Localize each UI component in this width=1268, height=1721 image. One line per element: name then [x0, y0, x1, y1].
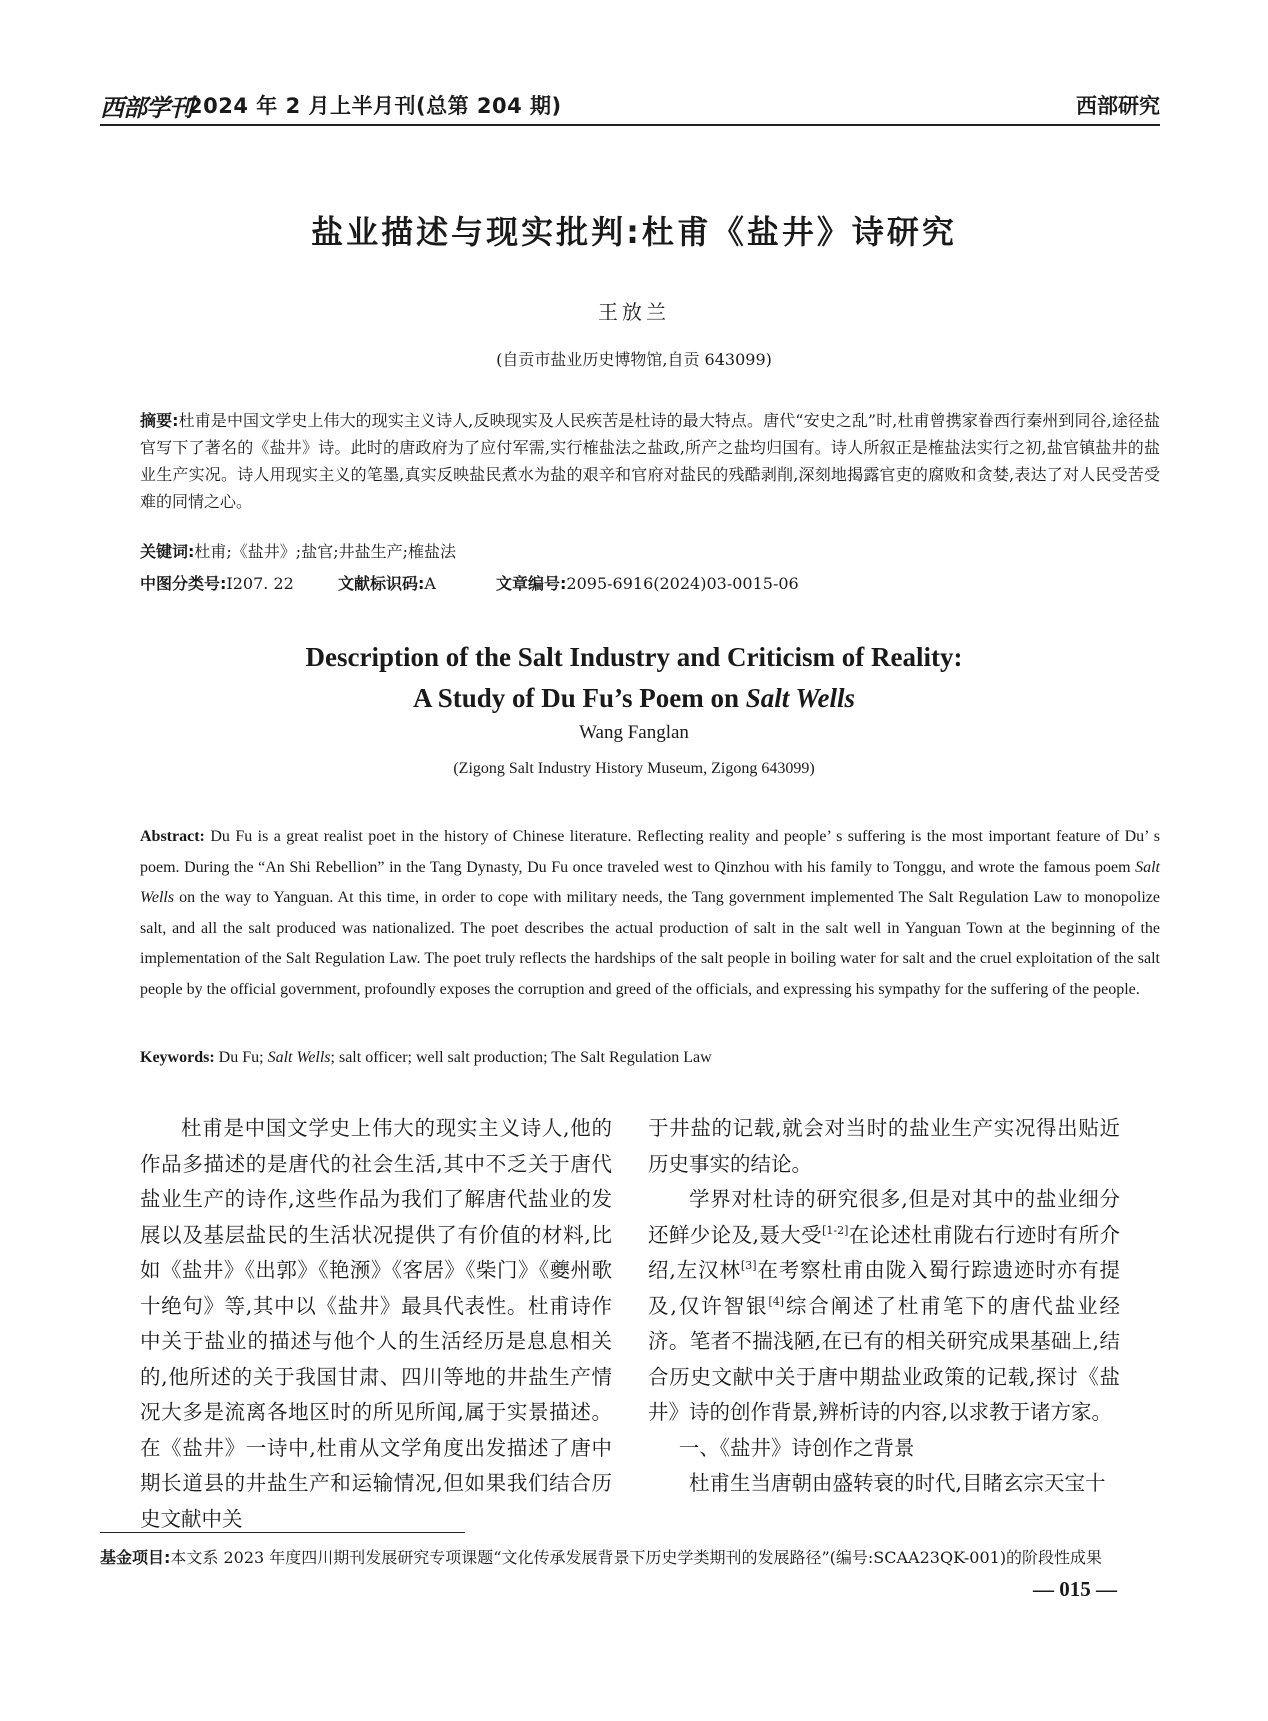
abstract-english: Abstract: Du Fu is a great realist poet in the history of Chinese literature. Reflecting reality and people’ s suffering is the most important feature of Du’ s poem. During the “An Shi Rebellion” in the Tang Dynasty, Du Fu once traveled west to Qinzhou with his family to Tonggu, and wrote the famous poem Salt Wells on the way to Yanguan. At this time, in order to cope with military needs, the Tang government implemented The Salt Regulation Law to monopolize salt, and all the salt produced was nationalized. The poet describes the actual production of salt in the salt well in Yanguan Town at the beginning of the implementation of the Salt Regulation Law. The poet truly reflects the hardships of the salt people in boiling water for salt and the cruel exploitation of the salt people by the official government, profoundly exposes the corruption and greed of the officials, and expressing his sympathy for the suffering of the people.: [140, 828, 1160, 998]
article-number: 文章编号:2095-6916(2024)03-0015-06: [496, 574, 799, 593]
keywords-en-label: Keywords:: [140, 1049, 215, 1066]
title-english: [0, 637, 1268, 719]
running-header: [100, 86, 1160, 126]
footnote-text: 本文系 2023 年度四川期刊发展研究专项课题“文化传承发展背景下历史学类期刊的发展路径”(编号:SCAA23QK-001)的阶段性成果: [170, 1548, 1103, 1567]
abstract-text: 杜甫是中国文学史上伟大的现实主义诗人,反映现实及人民疾苦是杜诗的最大特点。唐代“安史之乱”时,杜甫曾携家眷西行秦州到同谷,途径盐官写下了著名的《盐井》诗。此时的唐政府为了应付军需,实行榷盐法之盐政,所产之盐均归国有。诗人所叙正是榷盐法实行之初,盐官镇盐井的盐业生产实况。诗人用现实主义的笔墨,真实反映盐民煮水为盐的艰辛和官府对盐民的残酷剥削,深刻地揭露官吏的腐败和贪婪,表达了对人民受苦受难的同情之心。: [140, 411, 1161, 511]
keywords-chinese: [140, 539, 456, 562]
footnote-label: 基金项目:: [100, 1548, 171, 1567]
document-code: 文献标识码:A: [338, 574, 436, 593]
title-chinese: 盐业描述与现实批判:杜甫《盐井》诗研究: [311, 213, 957, 251]
affiliation-english: (Zigong Salt Industry History Museum, Zigong 643099): [453, 760, 815, 777]
page-number: — 015 —: [1033, 1577, 1117, 1601]
abstract-label: 摘要:: [140, 411, 179, 430]
keywords-label: 关键词:: [140, 542, 195, 561]
journal-logo: 西部学刊: [100, 93, 192, 122]
body-paragraph: 于井盐的记载,就会对当时的盐业生产实况得出贴近历史事实的结论。: [648, 1116, 1120, 1176]
affiliation-chinese: (自贡市盐业历史博物馆,自贡 643099): [496, 350, 772, 369]
classification-line: [140, 571, 1140, 595]
body-column-left: [140, 1111, 612, 1537]
body-paragraph: 杜甫生当唐朝由盛转衰的时代,目睹玄宗天宝十: [689, 1471, 1106, 1495]
header-rule: [100, 124, 1160, 126]
citation: [1-2]: [822, 1223, 849, 1237]
body-paragraph: 学界对杜诗的研究很多,但是对其中的盐业细分还鲜少论及,聂大受[1-2]在论述杜甫陇右行迹时有所介绍,左汉林[3]在考察杜甫由陇入蜀行踪遗迹时亦有提及,仅许智银[4]综合阐述了杜甫笔下的唐代盐业经济。笔者不揣浅陋,在已有的相关研究成果基础上,结合历史文献中关于唐中期盐业政策的记载,探讨《盐井》诗的创作背景,辨析诗的内容,以求教于诸方家。: [648, 1187, 1120, 1424]
citation: [4]: [768, 1294, 785, 1308]
title-english-line2: A Study of Du Fu’s Poem on Salt Wells: [412, 683, 856, 713]
section-name: 西部研究: [1076, 94, 1160, 118]
keywords-text: 杜甫;《盐井》;盐官;井盐生产;榷盐法: [194, 542, 456, 561]
footnote-funding: [100, 1543, 1160, 1573]
body-paragraph: 杜甫是中国文学史上伟大的现实主义诗人,他的作品多描述的是唐代的社会生活,其中不乏关于唐代盐业生产的诗作,这些作品为我们了解唐代盐业的发展以及基层盐民的生活状况提供了有价值的材料,比如《盐井》《出郭》《艳滪》《客居》《柴门》《夔州歌十绝句》等,其中以《盐井》最具代表性。杜甫诗作中关于盐业的描述与他个人的生活经历是息息相关的,他所述的关于我国甘肃、四川等地的井盐生产情况大多是流离各地区时的所见所闻,属于实景描述。在《盐井》一诗中,杜甫从文学角度出发描述了唐中期长道县的井盐生产和运输情况,但如果我们结合历史文献中关: [140, 1116, 612, 1531]
author-english: Wang Fanglan: [579, 722, 689, 743]
title-english-line1: Description of the Salt Industry and Criticism of Reality:: [305, 642, 963, 672]
abstract-chinese: [140, 407, 1160, 515]
issue-info: 2024 年 2 月上半月刊(总第 204 期): [188, 94, 562, 118]
keywords-english: Keywords: Du Fu; Salt Wells; salt officer; well salt production; The Salt Regulation Law: [140, 1049, 712, 1066]
abstract-en-label: Abstract:: [140, 828, 205, 845]
section-heading: 一、《盐井》诗创作之背景: [678, 1435, 915, 1460]
author-chinese: 王放兰: [598, 300, 670, 324]
clc-number: 中图分类号:I207. 22: [140, 574, 294, 593]
body-column-right: [648, 1111, 1120, 1502]
footnote-rule: [100, 1532, 465, 1533]
citation: [3]: [740, 1259, 757, 1273]
